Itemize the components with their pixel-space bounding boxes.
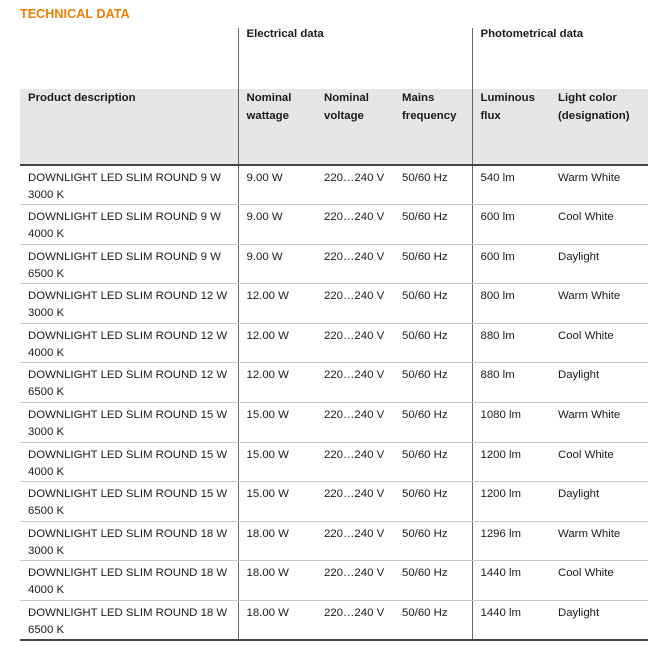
cell-product-description: DOWNLIGHT LED SLIM ROUND 12 W 6500 K [20, 363, 238, 403]
cell-mains-frequency: 50/60 Hz [394, 205, 472, 245]
cell-nominal-wattage: 18.00 W [238, 561, 316, 601]
cell-light-color: Daylight [550, 244, 648, 284]
cell-light-color: Warm White [550, 165, 648, 205]
cell-luminous-flux: 880 lm [472, 363, 550, 403]
cell-mains-frequency: 50/60 Hz [394, 323, 472, 363]
cell-light-color: Warm White [550, 403, 648, 443]
cell-nominal-wattage: 12.00 W [238, 323, 316, 363]
cell-product-description: DOWNLIGHT LED SLIM ROUND 18 W 6500 K [20, 601, 238, 641]
group-header-blank [20, 28, 238, 89]
header-nominal-wattage: Nominal wattage [238, 89, 316, 165]
table-row [20, 323, 648, 363]
cell-product-description: DOWNLIGHT LED SLIM ROUND 9 W 6500 K [20, 244, 238, 284]
cell-nominal-voltage: 220…240 V [316, 561, 394, 601]
table-row [20, 403, 648, 443]
cell-luminous-flux: 540 lm [472, 165, 550, 205]
cell-light-color: Cool White [550, 205, 648, 245]
cell-product-description: DOWNLIGHT LED SLIM ROUND 12 W 4000 K [20, 323, 238, 363]
cell-light-color: Cool White [550, 442, 648, 482]
cell-light-color: Daylight [550, 482, 648, 522]
table-row [20, 244, 648, 284]
cell-nominal-wattage: 9.00 W [238, 205, 316, 245]
cell-nominal-voltage: 220…240 V [316, 205, 394, 245]
cell-nominal-voltage: 220…240 V [316, 442, 394, 482]
cell-light-color: Daylight [550, 601, 648, 641]
cell-product-description: DOWNLIGHT LED SLIM ROUND 15 W 6500 K [20, 482, 238, 522]
table-row [20, 442, 648, 482]
cell-nominal-voltage: 220…240 V [316, 601, 394, 641]
cell-mains-frequency: 50/60 Hz [394, 601, 472, 641]
cell-light-color: Cool White [550, 561, 648, 601]
cell-luminous-flux: 1440 lm [472, 601, 550, 641]
cell-nominal-voltage: 220…240 V [316, 403, 394, 443]
cell-nominal-wattage: 9.00 W [238, 244, 316, 284]
cell-nominal-wattage: 12.00 W [238, 363, 316, 403]
cell-product-description: DOWNLIGHT LED SLIM ROUND 12 W 3000 K [20, 284, 238, 324]
cell-mains-frequency: 50/60 Hz [394, 561, 472, 601]
cell-nominal-voltage: 220…240 V [316, 244, 394, 284]
cell-luminous-flux: 880 lm [472, 323, 550, 363]
table-row [20, 165, 648, 205]
cell-mains-frequency: 50/60 Hz [394, 403, 472, 443]
header-nominal-voltage: Nominal voltage [316, 89, 394, 165]
cell-nominal-wattage: 12.00 W [238, 284, 316, 324]
cell-nominal-wattage: 15.00 W [238, 403, 316, 443]
cell-nominal-voltage: 220…240 V [316, 482, 394, 522]
cell-product-description: DOWNLIGHT LED SLIM ROUND 18 W 4000 K [20, 561, 238, 601]
cell-luminous-flux: 1080 lm [472, 403, 550, 443]
cell-product-description: DOWNLIGHT LED SLIM ROUND 9 W 3000 K [20, 165, 238, 205]
cell-luminous-flux: 1440 lm [472, 561, 550, 601]
cell-mains-frequency: 50/60 Hz [394, 284, 472, 324]
cell-nominal-wattage: 15.00 W [238, 442, 316, 482]
cell-light-color: Daylight [550, 363, 648, 403]
cell-mains-frequency: 50/60 Hz [394, 482, 472, 522]
page-title: TECHNICAL DATA [20, 7, 130, 21]
cell-mains-frequency: 50/60 Hz [394, 244, 472, 284]
cell-product-description: DOWNLIGHT LED SLIM ROUND 9 W 4000 K [20, 205, 238, 245]
cell-nominal-wattage: 18.00 W [238, 601, 316, 641]
header-mains-frequency: Mains frequency [394, 89, 472, 165]
table-row [20, 521, 648, 561]
cell-nominal-voltage: 220…240 V [316, 323, 394, 363]
cell-luminous-flux: 800 lm [472, 284, 550, 324]
cell-nominal-voltage: 220…240 V [316, 521, 394, 561]
group-header-row [20, 28, 648, 89]
cell-luminous-flux: 600 lm [472, 205, 550, 245]
cell-luminous-flux: 1200 lm [472, 442, 550, 482]
table-row [20, 561, 648, 601]
cell-nominal-voltage: 220…240 V [316, 284, 394, 324]
cell-nominal-wattage: 18.00 W [238, 521, 316, 561]
table-row [20, 205, 648, 245]
group-photometrical-data: Photometrical data [472, 28, 648, 89]
table-row [20, 284, 648, 324]
cell-luminous-flux: 1200 lm [472, 482, 550, 522]
header-light-color: Light color (designation) [550, 89, 648, 165]
technical-data-table [20, 28, 648, 641]
cell-light-color: Warm White [550, 284, 648, 324]
cell-mains-frequency: 50/60 Hz [394, 363, 472, 403]
column-header-row [20, 89, 648, 165]
cell-mains-frequency: 50/60 Hz [394, 165, 472, 205]
cell-mains-frequency: 50/60 Hz [394, 442, 472, 482]
table-row [20, 363, 648, 403]
table-row [20, 601, 648, 641]
table-row [20, 482, 648, 522]
group-electrical-data: Electrical data [238, 28, 472, 89]
cell-product-description: DOWNLIGHT LED SLIM ROUND 15 W 4000 K [20, 442, 238, 482]
cell-mains-frequency: 50/60 Hz [394, 521, 472, 561]
cell-nominal-wattage: 15.00 W [238, 482, 316, 522]
cell-light-color: Warm White [550, 521, 648, 561]
cell-nominal-wattage: 9.00 W [238, 165, 316, 205]
cell-product-description: DOWNLIGHT LED SLIM ROUND 18 W 3000 K [20, 521, 238, 561]
cell-luminous-flux: 600 lm [472, 244, 550, 284]
header-luminous-flux: Luminous flux [472, 89, 550, 165]
cell-product-description: DOWNLIGHT LED SLIM ROUND 15 W 3000 K [20, 403, 238, 443]
cell-luminous-flux: 1296 lm [472, 521, 550, 561]
cell-nominal-voltage: 220…240 V [316, 165, 394, 205]
cell-light-color: Cool White [550, 323, 648, 363]
cell-nominal-voltage: 220…240 V [316, 363, 394, 403]
header-product-description: Product description [20, 89, 238, 165]
